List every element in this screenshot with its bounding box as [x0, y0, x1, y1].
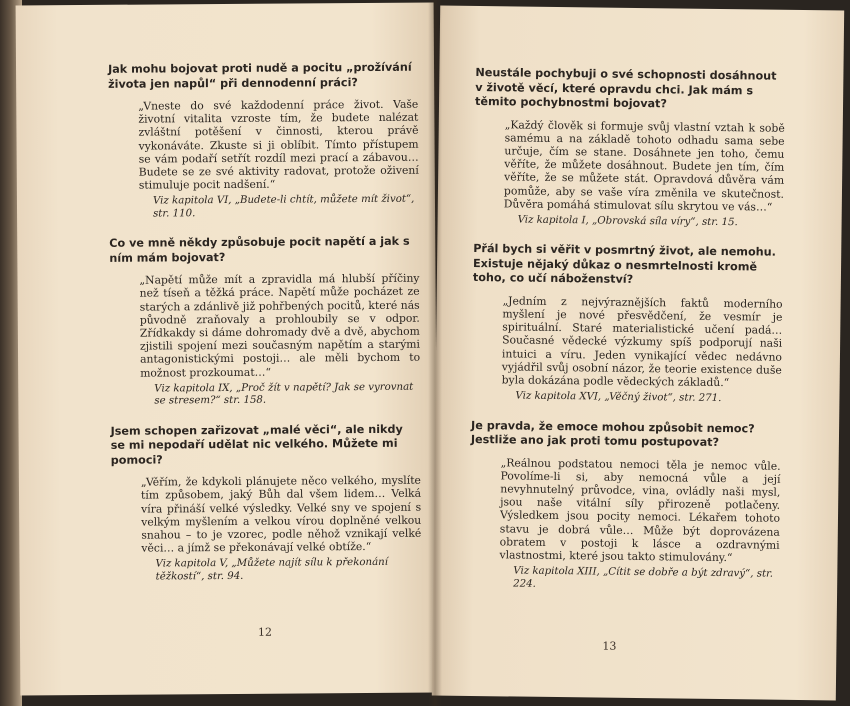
chapter-reference: Viz kapitola IX, „Proč žít v napětí? Jak se vyrovnat se stresem?“ str. 158.: [154, 381, 414, 407]
book-gutter: [428, 0, 442, 706]
answer-text: „Napětí může mít a zpravidla má hlubší příčiny než tíseň a těžká práce. Napětí může pocházet ze starých a zdánlivě již pohřbených pocitů, které nás původně zraňovaly a prohloubily se v odpor. Zřídkakdy si dáme dohromady dvě a dvě, abychom zjistili spojení mezi současným napětím a starými antagonistickými postoji… ale měli bychom to možnost prozkoumat…“: [139, 271, 421, 380]
question-heading: Neustále pochybuji o své schopnosti dosáhnout v životě věcí, které opravdu chci. Jak mám s těmito pochybnostmi bojovat?: [474, 65, 777, 111]
answer-text: „Vneste do své každodenní práce život. Vaše životní vitalita vzroste tím, že budete nalézat zvláštní potěšení v činnosti, kterou právě vykonáváte. Zkuste si ji oblíbit. Tímto přístupem se vám podaří setřít rozdíl mezi prací a zábavou… Budete se ze své aktivity radovat, protože oživení stimuluje pocit nadšení.“: [138, 97, 419, 192]
right-page: [432, 6, 844, 701]
left-page-content: [108, 61, 422, 600]
answer-text: „Jedním z nejvýraznějších faktů moderního myšlení je nové přesvědčení, že vesmír je spirituální. Staré materialistické učení padá… Současné vědecké výzkumy spíš podporují naši intuici a víru. Jeden vynikající vědec nedávno vyjádřil svůj osobní názor, že teorie existence duše byla dokázána podle vědeckých základů.“: [501, 294, 783, 390]
question-heading: Jsem schopen zařizovat „malé věci“, ale nikdy se mi nepodaří udělat nic velkého. Můžete mi pomoci?: [110, 422, 403, 467]
chapter-reference: Viz kapitola V, „Můžete najít sílu k překonání těžkostí“, str. 94.: [155, 557, 389, 583]
answer-text: „Každý člověk si formuje svůj vlastní vztah k sobě samému a na základě tohoto odhadu sama sebe určuje, čím se stane. Dosáhnete jen toho, čemu věříte, že můžete dosáhnout. Budete jen tím, čím věříte, že se můžete stát. Opravdová důvěra vám pomůže, aby se vaše víra změnila ve skutečnost. Důvěra pomáhá stimulovat sílu skrytou ve vás…“: [503, 117, 785, 214]
page-number: 13: [602, 639, 617, 653]
answer-text: „Reálnou podstatou nemoci těla je nemoc vůle. Povolíme-li si, aby nemocná vůle a její nevyhnutelný průvodce, vina, ovládly naši mysl, jsou naše vitální síly přirozeně potlačeny. Výsledkem jsou pocity nemoci. Lékařem tohoto stavu je dobrá vůle… Může být doprovázena obratem v postoji k lásce a ozdravnými vlastnostmi, které jsou takto stimulovány.“: [499, 455, 781, 565]
left-page: [16, 3, 439, 696]
chapter-reference: Viz kapitola XIII, „Cítit se dobře a být zdravý“, str. 224.: [513, 565, 774, 590]
question-heading: Co ve mně někdy způsobuje pocit napětí a jak s ním mám bojovat?: [109, 234, 410, 265]
question-heading: Jak mohu bojovat proti nudě a pocitu „prožívání života jen napůl“ při dennodenní práci?: [107, 60, 412, 91]
right-page-content: [469, 66, 786, 610]
chapter-reference: Viz kapitola XVI, „Věčný život“, str. 271.: [515, 390, 722, 405]
question-heading: Je pravda, že emoce mohou způsobit nemoc? Jestliže ano jak proti tomu postupovat?: [470, 418, 755, 450]
chapter-reference: Viz kapitola I, „Obrovská síla víry“, str. 15.: [517, 214, 738, 229]
page-number: 12: [257, 625, 273, 639]
answer-text: „Věřím, že kdykoli plánujete něco velkého, myslíte tím způsobem, jaký Bůh dal všem lidem… Velká víra přináší velké výsledky. Velké sny ve spojení s velkým myšlením a velkou vírou doplněné velkou snahou – to je vzorec, podle něhož vznikají velké věci… a jímž se překonávají velké obtíže.“: [140, 473, 422, 555]
chapter-reference: Viz kapitola VI, „Budete-li chtít, můžete mít život“, str. 110.: [152, 194, 415, 220]
question-heading: Přál bych si věřit v posmrtný život, ale nemohu. Existuje nějaký důkaz o nesmrtelnosti kromě toho, co učí náboženství?: [472, 242, 776, 287]
